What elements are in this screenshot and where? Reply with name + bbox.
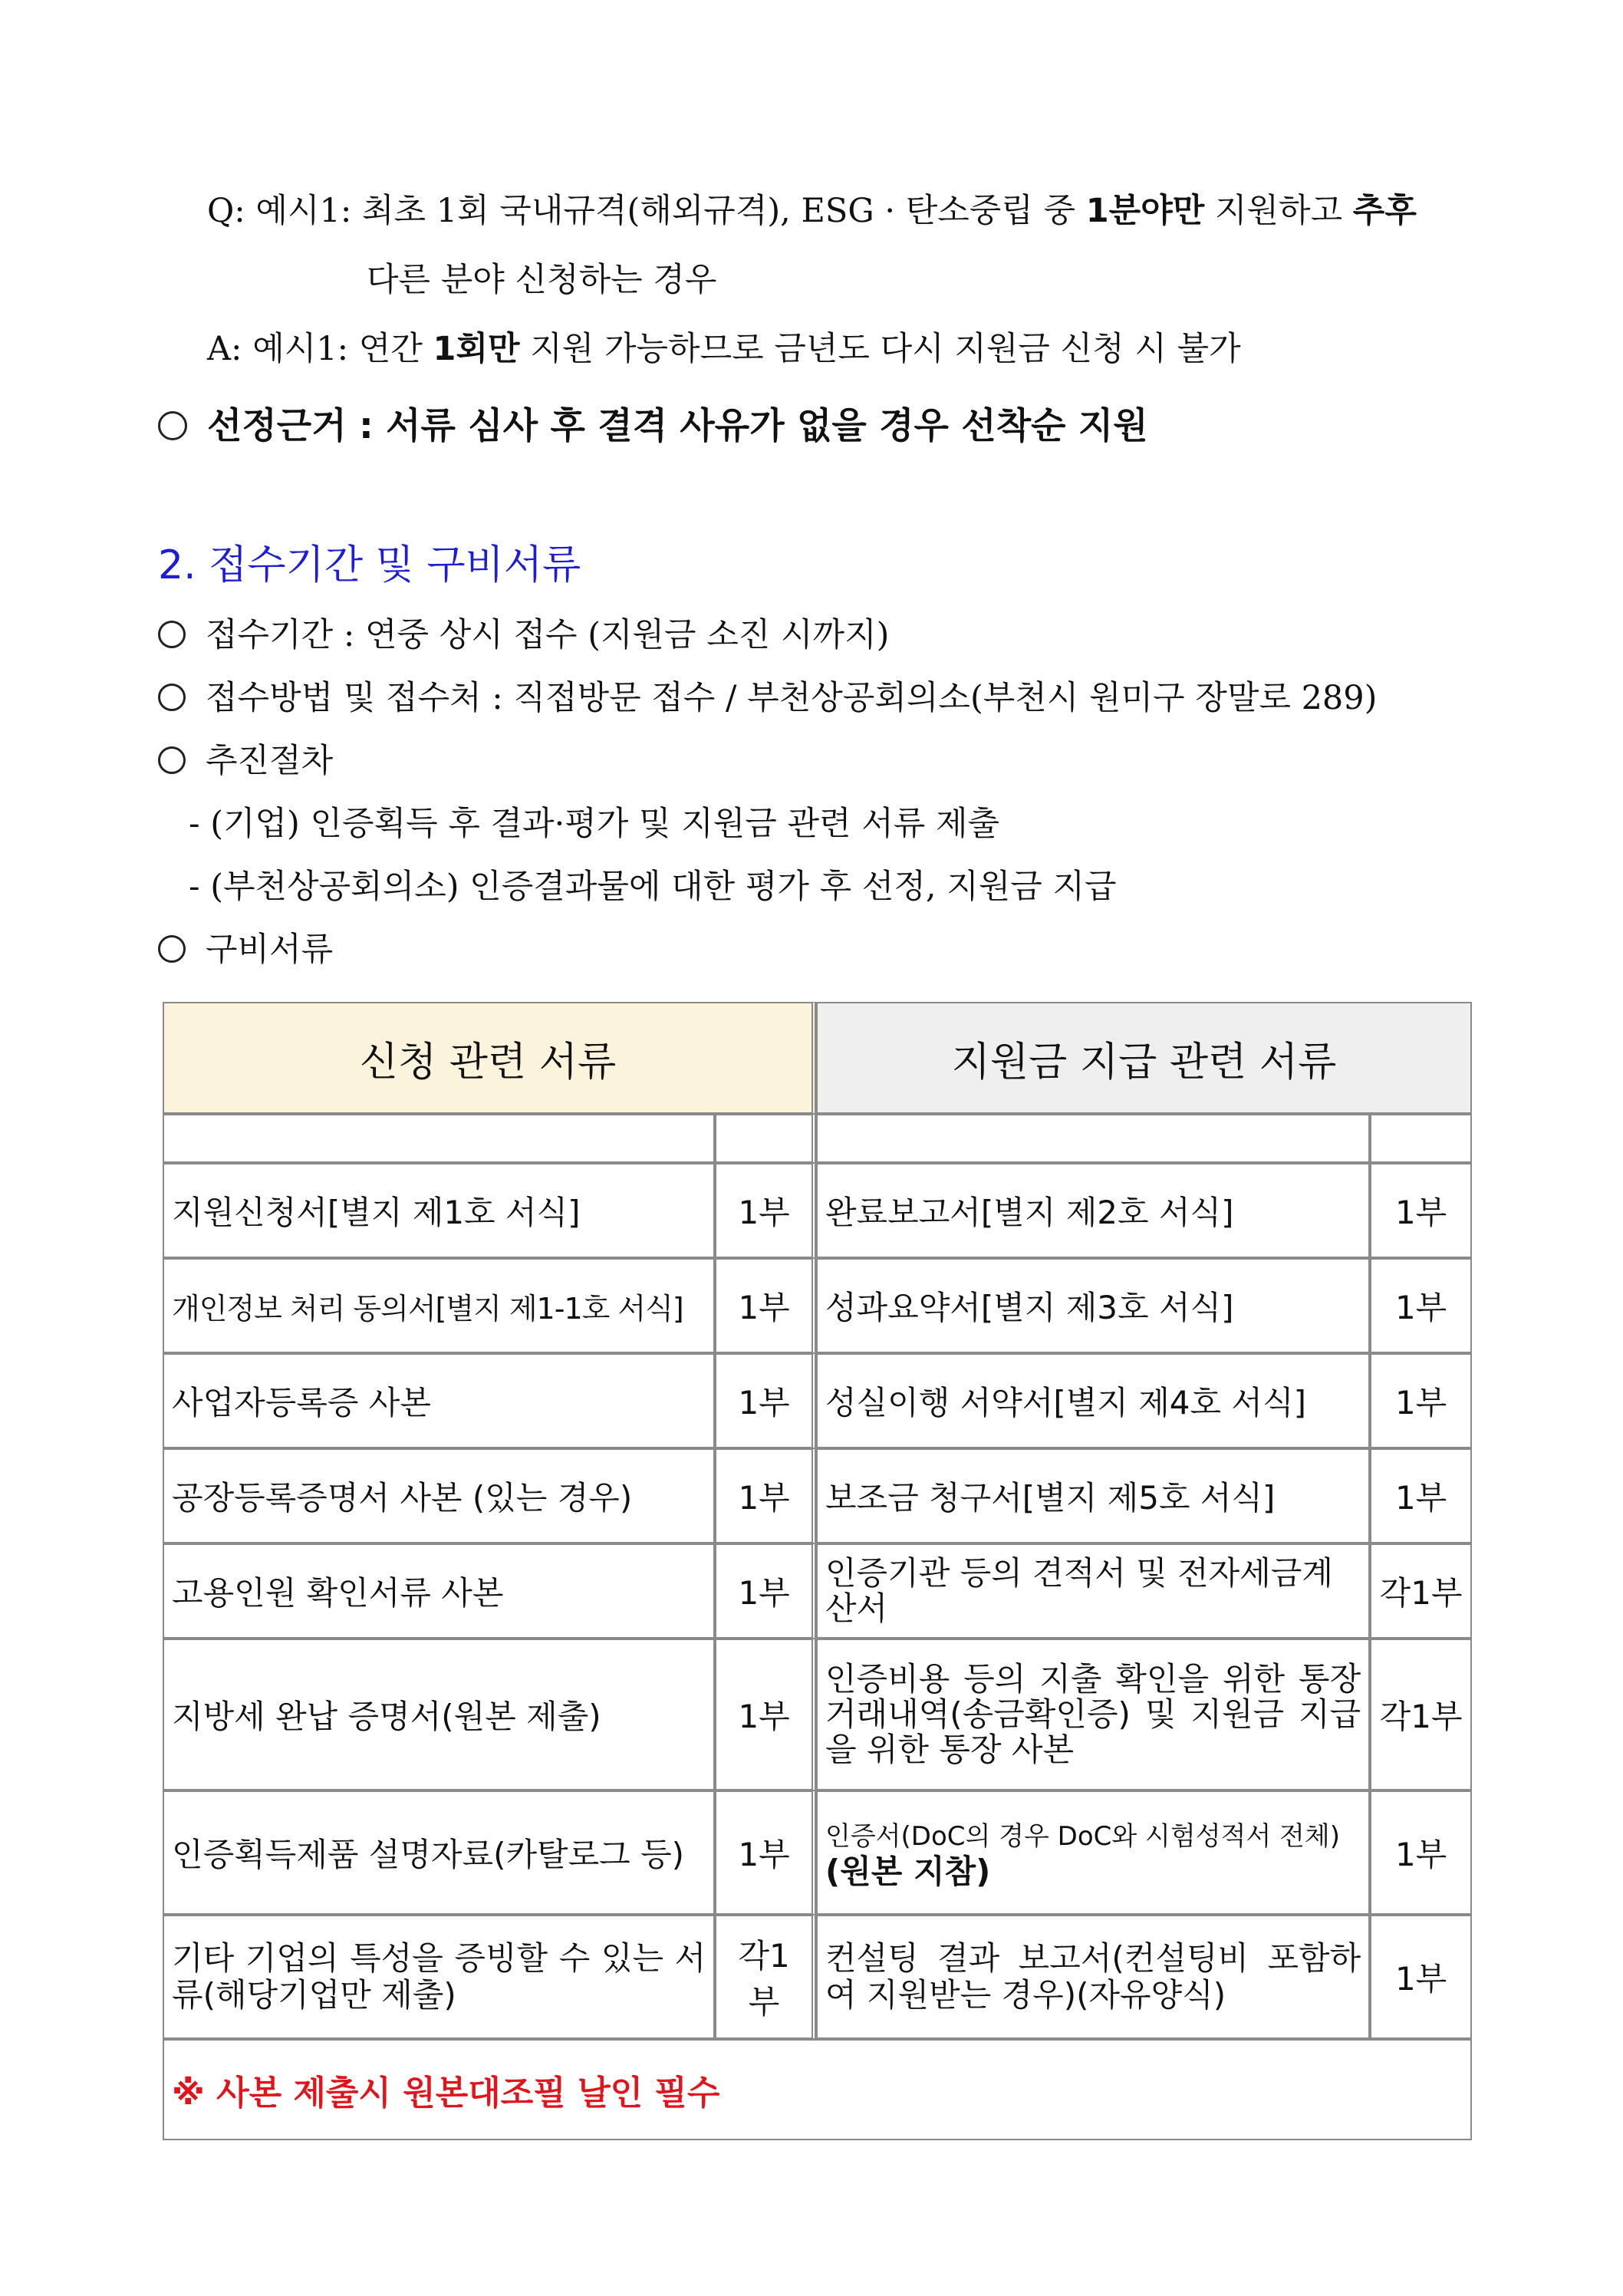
section-heading: 2. 접수기간 및 구비서류 bbox=[158, 542, 581, 588]
doc-name-emphasis: (원본 지참) bbox=[825, 1852, 991, 1890]
table-row bbox=[163, 1543, 1472, 1639]
a-text: A: 예시1: 연간 bbox=[207, 330, 433, 368]
table-blank-row bbox=[163, 1114, 1472, 1163]
doc-count: 각1부 bbox=[1370, 1543, 1472, 1639]
doc-name bbox=[816, 1790, 1370, 1915]
bullet-text: 추진절차 bbox=[206, 742, 334, 780]
doc-name: 사업자등록증 사본 bbox=[163, 1353, 715, 1448]
table-note-row bbox=[163, 2039, 1472, 2140]
doc-name: 기타 기업의 특성을 증빙할 수 있는 서류(해당기업만 제출) bbox=[163, 1915, 715, 2039]
table-row bbox=[163, 1163, 1472, 1258]
doc-name: 완료보고서[별지 제2호 서식] bbox=[816, 1163, 1370, 1258]
a-line bbox=[207, 328, 1241, 370]
blank-cell bbox=[816, 1114, 1370, 1163]
doc-name: 지방세 완납 증명서(원본 제출) bbox=[163, 1639, 715, 1790]
header-application-docs: 신청 관련 서류 bbox=[163, 1002, 816, 1114]
blank-cell bbox=[163, 1114, 715, 1163]
selection-text: 선정근거 : 서류 심사 후 결격 사유가 없을 경우 선착순 지원 bbox=[207, 405, 1148, 447]
doc-name: 성과요약서[별지 제3호 서식] bbox=[816, 1258, 1370, 1353]
doc-name-detail: 인증서(DoC의 경우 DoC와 시험성적서 전체) bbox=[825, 1820, 1341, 1852]
q-line-1 bbox=[207, 190, 1417, 232]
doc-name: 성실이행 서약서[별지 제4호 서식] bbox=[816, 1353, 1370, 1448]
doc-count: 각1부 bbox=[1370, 1639, 1472, 1790]
doc-name: 공장등록증명서 사본 (있는 경우) bbox=[163, 1448, 715, 1543]
selection-basis bbox=[158, 397, 1148, 449]
doc-name: 인증기관 등의 견적서 및 전자세금계산서 bbox=[816, 1543, 1370, 1639]
doc-count: 1부 bbox=[1370, 1258, 1472, 1353]
circle-bullet-icon bbox=[158, 411, 187, 440]
bullet-procedure bbox=[158, 735, 333, 782]
doc-count: 1부 bbox=[1370, 1163, 1472, 1258]
q-emphasis-2: 추후 bbox=[1352, 192, 1417, 230]
doc-count: 1부 bbox=[715, 1163, 816, 1258]
circle-bullet-icon bbox=[158, 621, 186, 648]
bullet-text: 접수기간 : 연중 상시 접수 (지원금 소진 시까지) bbox=[206, 616, 890, 654]
doc-name: 컨설팅 결과 보고서(컨설팅비 포함하여 지원받는 경우)(자유양식) bbox=[816, 1915, 1370, 2039]
bullet-reception-period bbox=[158, 609, 889, 656]
doc-count: 1부 bbox=[715, 1790, 816, 1915]
doc-name: 보조금 청구서[별지 제5호 서식] bbox=[816, 1448, 1370, 1543]
procedure-step-company: - (기업) 인증획득 후 결과·평가 및 지원금 관련 서류 제출 bbox=[189, 805, 1000, 843]
procedure-step-chamber: - (부천상공회의소) 인증결과물에 대한 평가 후 선정, 지원금 지급 bbox=[189, 868, 1117, 906]
doc-name: 고용인원 확인서류 사본 bbox=[163, 1543, 715, 1639]
required-documents-table bbox=[163, 1002, 1472, 2140]
circle-bullet-icon bbox=[158, 935, 186, 963]
bullet-text: 접수방법 및 접수처 : 직접방문 접수 / 부천상공회의소(부천시 원미구 장말로 289) bbox=[206, 679, 1378, 717]
doc-count: 1부 bbox=[1370, 1448, 1472, 1543]
doc-name: 인증비용 등의 지출 확인을 위한 통장거래내역(송금확인증) 및 지원금 지급을 위한 통장 사본 bbox=[816, 1639, 1370, 1790]
doc-count: 1부 bbox=[715, 1448, 816, 1543]
bullet-required-docs bbox=[158, 924, 333, 970]
bullet-reception-method bbox=[158, 672, 1377, 719]
header-payment-docs: 지원금 지급 관련 서류 bbox=[816, 1002, 1472, 1114]
doc-count: 1부 bbox=[1370, 1353, 1472, 1448]
doc-name: 인증획득제품 설명자료(카탈로그 등) bbox=[163, 1790, 715, 1915]
blank-cell bbox=[715, 1114, 816, 1163]
doc-count: 각1부 bbox=[715, 1915, 816, 2039]
circle-bullet-icon bbox=[158, 746, 186, 774]
table-row bbox=[163, 1915, 1472, 2039]
a-text-2: 지원 가능하므로 금년도 다시 지원금 신청 시 불가 bbox=[519, 330, 1241, 368]
q-text-2: 지원하고 bbox=[1204, 192, 1353, 230]
a-emphasis: 1회만 bbox=[433, 330, 520, 368]
circle-bullet-icon bbox=[158, 684, 186, 711]
bullet-text: 구비서류 bbox=[206, 931, 334, 969]
doc-count: 1부 bbox=[1370, 1790, 1472, 1915]
blank-cell bbox=[1370, 1114, 1472, 1163]
doc-name: 지원신청서[별지 제1호 서식] bbox=[163, 1163, 715, 1258]
table-row bbox=[163, 1639, 1472, 1790]
original-copy-note: ※ 사본 제출시 원본대조필 날인 필수 bbox=[163, 2039, 1472, 2140]
doc-count: 1부 bbox=[715, 1639, 816, 1790]
table-header-row bbox=[163, 1002, 1472, 1114]
doc-name: 개인정보 처리 동의서[별지 제1-1호 서식] bbox=[163, 1258, 715, 1353]
q-emphasis-1: 1분야만 bbox=[1085, 192, 1205, 230]
table-row bbox=[163, 1353, 1472, 1448]
table-row bbox=[163, 1790, 1472, 1915]
doc-count: 1부 bbox=[715, 1258, 816, 1353]
doc-count: 1부 bbox=[1370, 1915, 1472, 2039]
doc-count: 1부 bbox=[715, 1543, 816, 1639]
doc-count: 1부 bbox=[715, 1353, 816, 1448]
q-text: Q: 예시1: 최초 1회 국내규격(해외규격), ESG · 탄소중립 중 bbox=[207, 192, 1086, 230]
table-row bbox=[163, 1448, 1472, 1543]
table-row bbox=[163, 1258, 1472, 1353]
q-line-2: 다른 분야 신청하는 경우 bbox=[367, 261, 717, 299]
